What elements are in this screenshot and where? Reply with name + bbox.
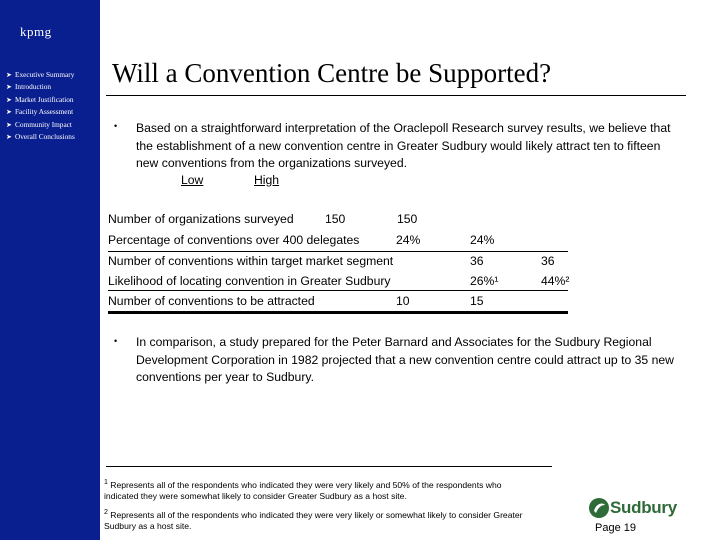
kpmg-logo: kpmg xyxy=(20,24,52,39)
nav-item-introduction[interactable] xyxy=(6,81,75,93)
leaf-icon xyxy=(588,497,610,519)
row-low-value: 26%¹ xyxy=(470,274,499,288)
bullet-paragraph-1: Based on a straightforward interpretation of the Oraclepoll Research survey results, we believe that the establishment of a new convention centre in Greater Sudbury would likely attract ten to fifteen new conventions from the organizations surveyed. xyxy=(136,121,671,170)
nav-item-label: Executive Summary xyxy=(15,70,75,79)
arrow-icon: ➤ xyxy=(6,120,12,129)
row-low-value: 24% xyxy=(396,233,421,247)
row-high-value: 15 xyxy=(470,294,484,308)
table-bottom-rule xyxy=(108,311,568,314)
page-number: Page 19 xyxy=(595,522,636,534)
table-row xyxy=(108,212,568,232)
row-label: Percentage of conventions over 400 delegates xyxy=(108,233,360,247)
sudbury-logo xyxy=(588,497,677,519)
row-high-value: 44%² xyxy=(541,274,570,288)
footnote-2 xyxy=(104,507,544,533)
bullet-icon: • xyxy=(114,121,118,131)
table-row xyxy=(108,274,568,294)
row-label: Likelihood of locating convention in Greater Sudbury xyxy=(108,274,391,288)
brand-name: Sudbury xyxy=(610,498,677,517)
row-low-value: 10 xyxy=(396,294,410,308)
arrow-icon: ➤ xyxy=(6,108,12,117)
arrow-icon: ➤ xyxy=(6,133,12,142)
arrow-icon: ➤ xyxy=(6,83,12,92)
footnote-text: Represents all of the respondents who indicated they were very likely and 50% of the respondents who indicated they were somewhat likely to consider Greater Sudbury as a host site. xyxy=(104,479,502,502)
nav-item-executive-summary[interactable] xyxy=(6,69,75,81)
column-header-high: High xyxy=(254,173,280,187)
footnote-mark: 1 xyxy=(104,479,108,486)
nav-item-facility-assessment[interactable] xyxy=(6,106,75,118)
bullet-icon: • xyxy=(114,336,118,346)
row-low-value: 150 xyxy=(325,212,346,226)
footnote-1 xyxy=(104,477,534,503)
row-high-value: 36 xyxy=(541,254,555,268)
row-label: Number of conventions to be attracted xyxy=(108,294,315,308)
page-title: Will a Convention Centre be Supported? xyxy=(112,58,552,88)
sidebar xyxy=(0,0,100,540)
title-rule xyxy=(106,95,686,96)
nav-item-label: Community Impact xyxy=(15,119,72,129)
footnote-text: Represents all of the respondents who indicated they were very likely or somewhat likely to consider Greater Sudbury as a host site. xyxy=(104,509,523,532)
footnote-mark: 2 xyxy=(104,509,108,516)
nav-item-label: Overall Conclusions xyxy=(15,132,75,142)
row-label: Number of conventions within target market segment xyxy=(108,254,394,268)
nav-item-label: Introduction xyxy=(15,82,52,92)
row-low-value: 36 xyxy=(470,254,484,268)
nav-item-label: Facility Assessment xyxy=(15,107,74,117)
footnote-rule xyxy=(106,466,552,467)
row-high-value: 150 xyxy=(397,212,418,226)
table-rule xyxy=(108,251,568,252)
nav-item-community-impact[interactable] xyxy=(6,119,75,131)
arrow-icon: ➤ xyxy=(6,71,12,79)
table-rule xyxy=(108,290,568,291)
table-row xyxy=(108,254,568,274)
nav-item-market-justification[interactable] xyxy=(6,94,75,106)
row-high-value: 24% xyxy=(470,233,495,247)
arrow-icon: ➤ xyxy=(6,95,12,104)
row-label: Number of organizations surveyed xyxy=(108,212,294,226)
sidebar-nav xyxy=(6,69,75,143)
bullet-paragraph-2: In comparison, a study prepared for the Peter Barnard and Associates for the Sudbury Regional Development Corporation in 1982 projected that a new convention centre could attract up to 35 new conventions per year to Sudbury. xyxy=(136,335,674,384)
nav-item-label: Market Justification xyxy=(15,94,74,104)
table-row xyxy=(108,233,568,253)
column-header-low: Low xyxy=(181,173,204,187)
nav-item-overall-conclusions[interactable] xyxy=(6,131,75,143)
